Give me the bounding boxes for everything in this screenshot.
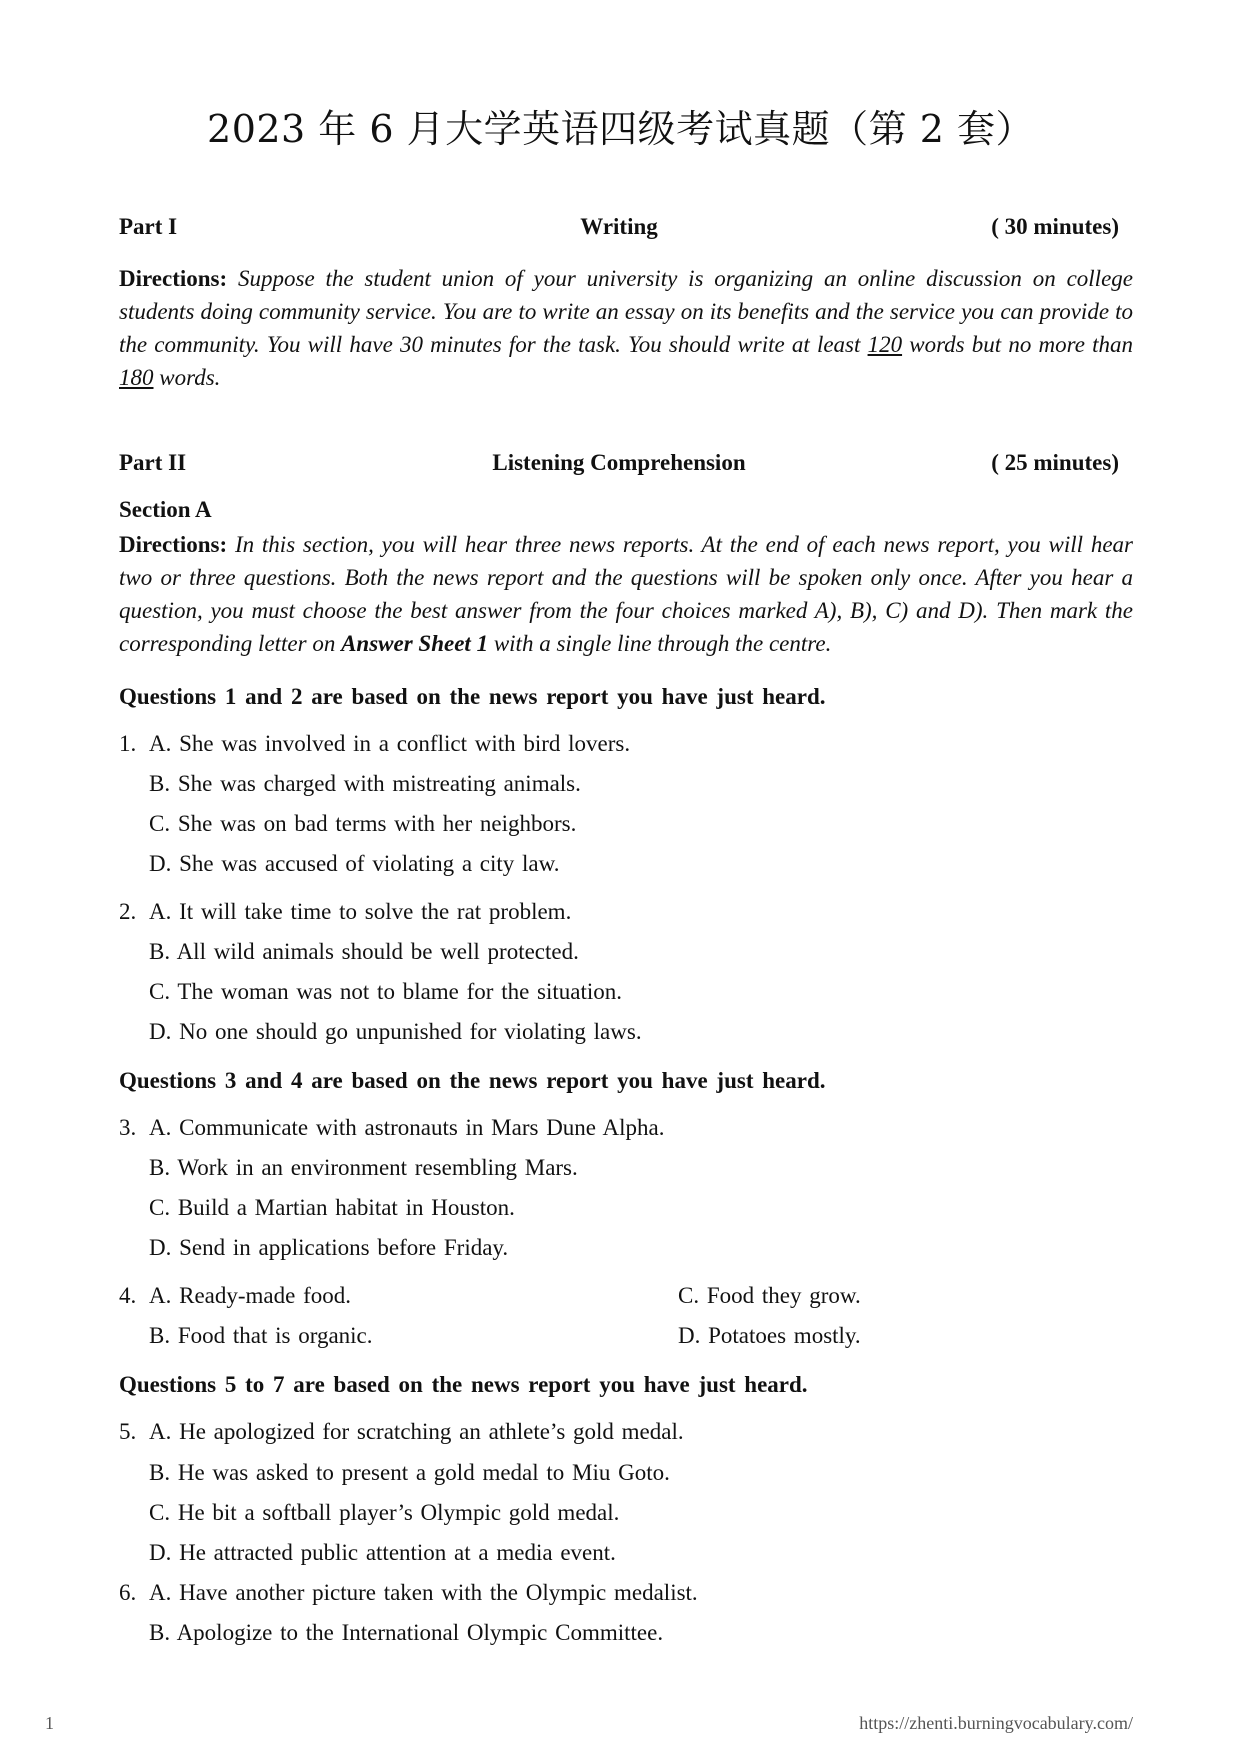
option-d: D. No one should go unpunished for violating laws.: [149, 1019, 642, 1044]
question-group-heading: Questions 3 and 4 are based on the news report you have just heard.: [119, 1068, 826, 1093]
option-a: A. He apologized for scratching an athlete’s gold medal.: [149, 1419, 684, 1444]
option-c: C. She was on bad terms with her neighbors.: [149, 811, 577, 836]
question-number: 6.: [119, 1580, 137, 1605]
page-title: 2023 年 6 月大学英语四级考试真题（第 2 套）: [207, 107, 1034, 151]
option-c: C. Food they grow.: [678, 1283, 861, 1308]
part-2-time: ( 25 minutes): [991, 450, 1119, 475]
option-b: B. Apologize to the International Olympic Committee.: [149, 1620, 664, 1645]
option-b: B. Work in an environment resembling Mars.: [149, 1155, 578, 1180]
part-2-directions: [119, 528, 1133, 660]
part-2-label: Part II: [119, 450, 187, 475]
part-1-label: Part I: [119, 214, 178, 239]
source-url: https://zhenti.burningvocabulary.com/: [859, 1713, 1133, 1733]
part-1-directions: [119, 262, 1133, 394]
directions-text: In this section, you will hear three news reports. At the end of each news report, you will hear two or three questions. Both the news report and the questions will be spoken only once. After you hear a question, you must choose the best answer from the four choices marked A), B), C) and D). Then mark the corresponding letter on Answer Sheet 1 with a single line through the centre.: [119, 532, 1133, 656]
part-2-header: [119, 450, 1119, 480]
option-d: D. He attracted public attention at a media event.: [149, 1540, 616, 1565]
answer-sheet-ref: Answer Sheet 1: [341, 631, 489, 656]
option-a: A. She was involved in a conflict with bird lovers.: [149, 731, 631, 756]
option-c: C. Build a Martian habitat in Houston.: [149, 1195, 515, 1220]
directions-lead: Directions:: [119, 266, 228, 291]
option-a: A. Have another picture taken with the Olympic medalist.: [149, 1580, 698, 1605]
option-b: B. She was charged with mistreating animals.: [149, 771, 581, 796]
max-word-count: 180: [119, 365, 154, 390]
question-number: 2.: [119, 899, 137, 924]
part-1-time: ( 30 minutes): [991, 214, 1119, 239]
option-a: A. Ready-made food.: [149, 1283, 351, 1308]
part-2-name: Listening Comprehension: [492, 450, 746, 475]
question-group-heading: Questions 5 to 7 are based on the news report you have just heard.: [119, 1372, 808, 1397]
min-word-count: 120: [867, 332, 903, 357]
option-a: A. Communicate with astronauts in Mars Dune Alpha.: [149, 1115, 665, 1140]
option-b: B. All wild animals should be well protected.: [149, 939, 579, 964]
option-a: A. It will take time to solve the rat problem.: [149, 899, 572, 924]
directions-lead: Directions:: [119, 532, 228, 557]
option-c: C. The woman was not to blame for the situation.: [149, 979, 623, 1004]
question-number: 1.: [119, 731, 137, 756]
option-c: C. He bit a softball player’s Olympic gold medal.: [149, 1500, 620, 1525]
option-b: B. Food that is organic.: [149, 1323, 373, 1348]
option-d: D. Potatoes mostly.: [678, 1323, 861, 1348]
part-1-header: [119, 214, 1119, 244]
part-1-name: Writing: [580, 214, 658, 239]
question-number: 3.: [119, 1115, 137, 1140]
question-number: 5.: [119, 1419, 137, 1444]
page-number: 1: [45, 1713, 54, 1733]
question-number: 4.: [119, 1283, 137, 1308]
directions-text: Suppose the student union of your university is organizing an online discussion on college students doing community service. You are to write an essay on its benefits and the service you can provide to the community. You will have 30 minutes for the task. You should write at least 120 words but no more than 180 words.: [119, 266, 1133, 390]
question-group-heading: Questions 1 and 2 are based on the news report you have just heard.: [119, 684, 826, 709]
option-d: D. She was accused of violating a city law.: [149, 851, 560, 876]
section-a-label: Section A: [119, 497, 212, 522]
option-d: D. Send in applications before Friday.: [149, 1235, 509, 1260]
option-b: B. He was asked to present a gold medal to Miu Goto.: [149, 1460, 670, 1485]
